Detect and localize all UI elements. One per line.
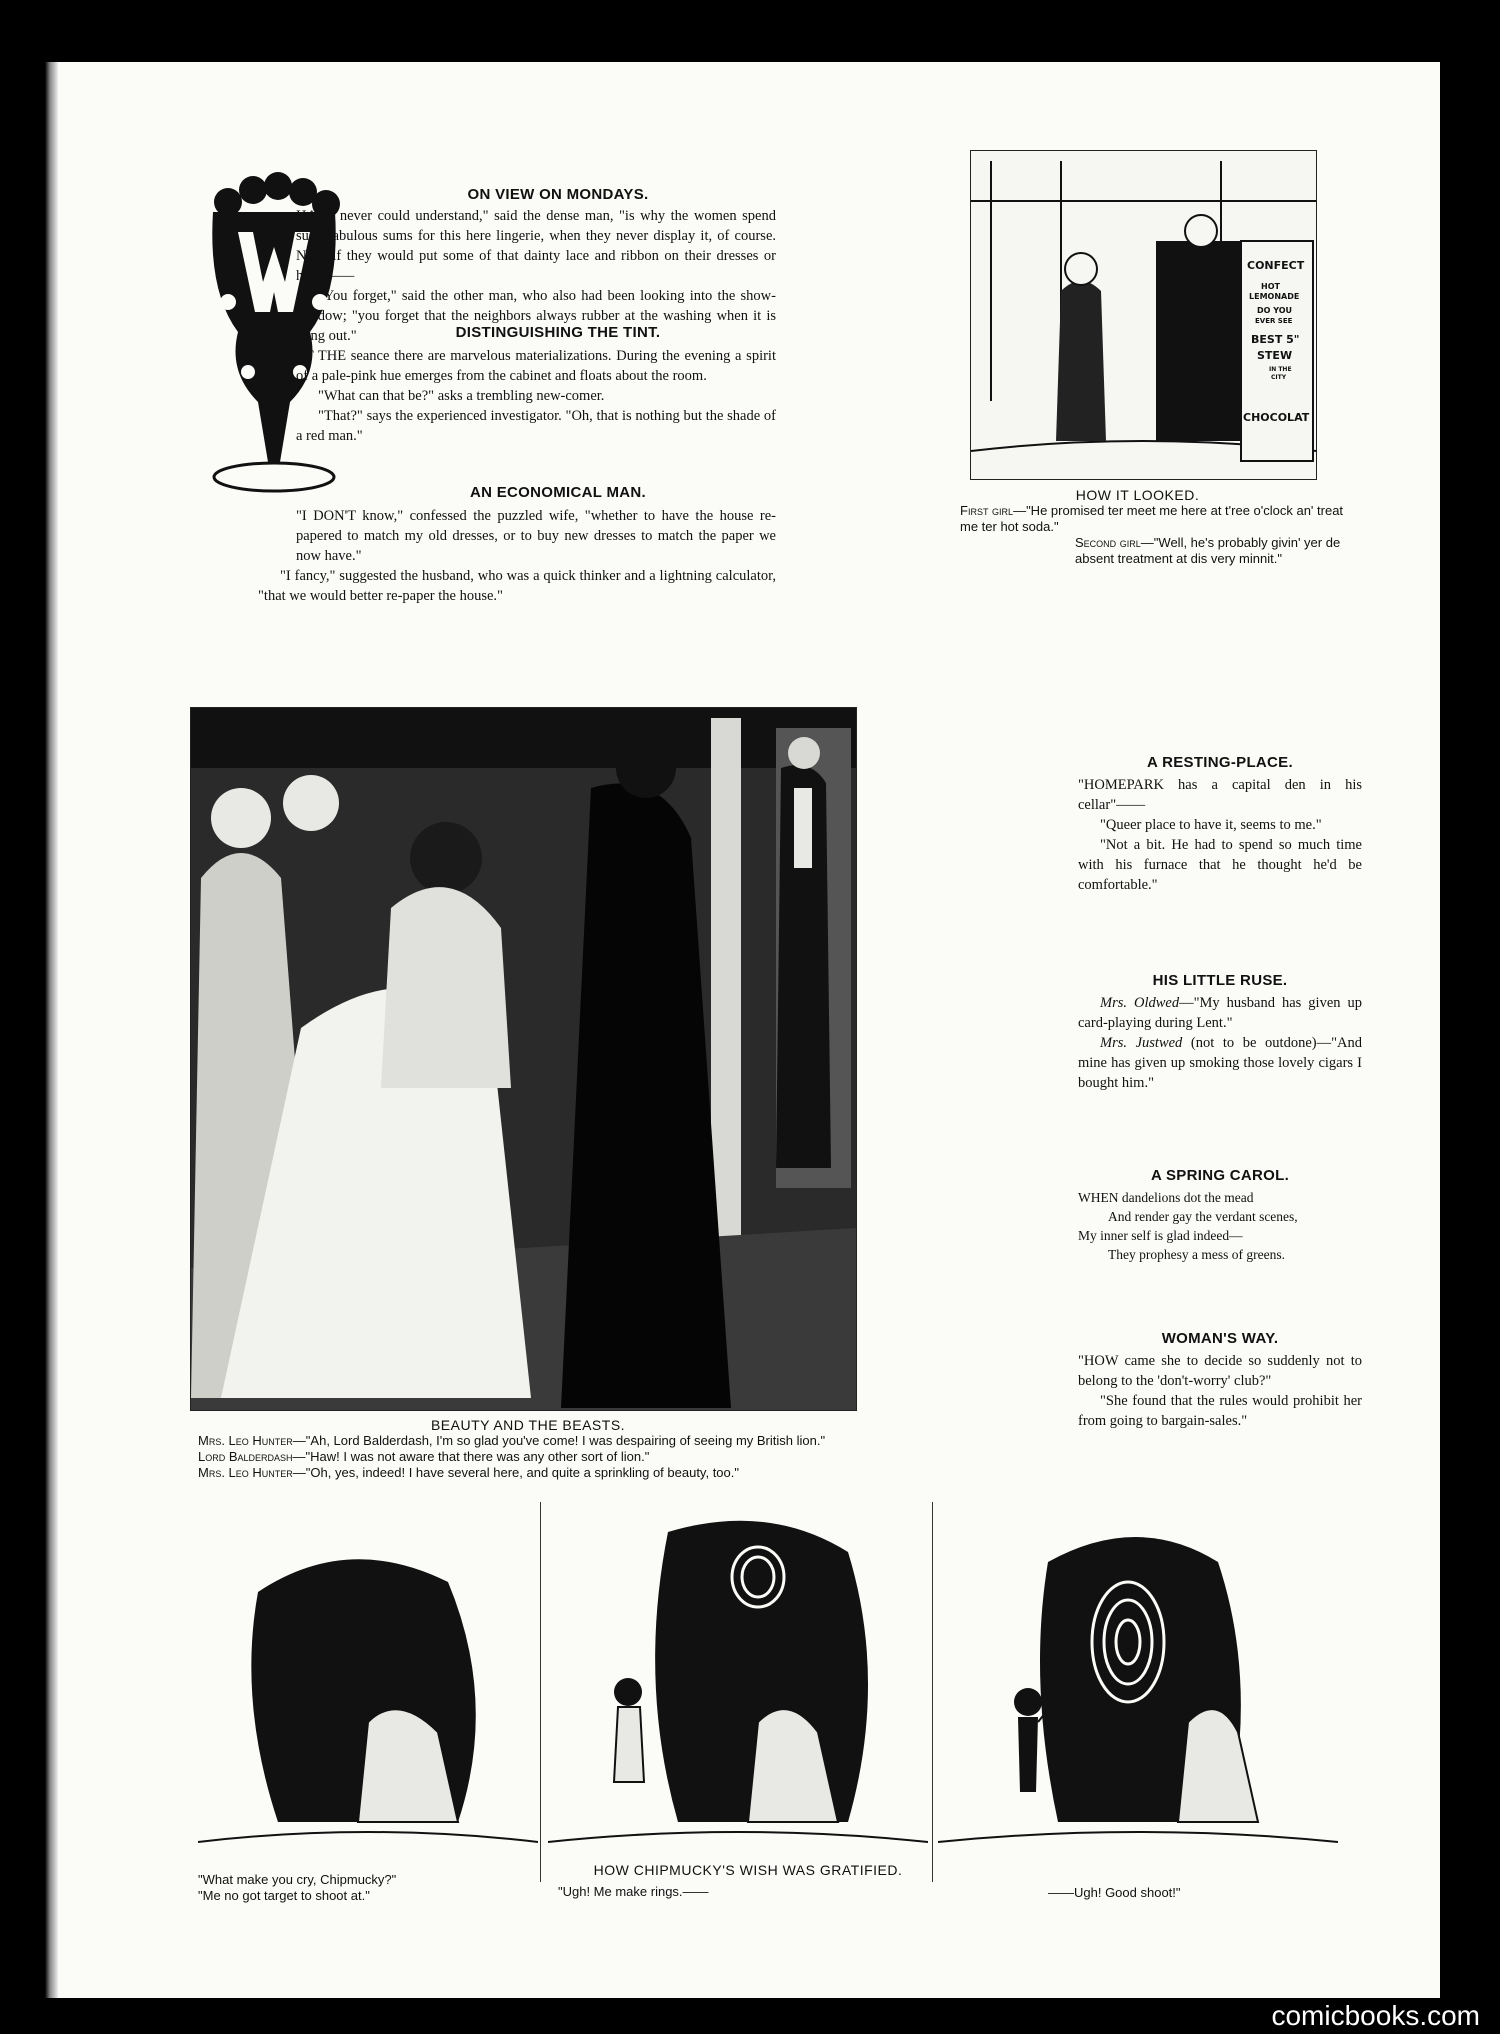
sign-line-2: HOT	[1261, 282, 1280, 291]
chipmucky-panel-2	[548, 1502, 928, 1862]
article-little-ruse	[1078, 972, 1362, 1093]
economical-para-1: "I DON'T know," confessed the puzzled wife, "whether to have the house re-papered to match my old dresses, or to buy new dresses to match the paper we now have."	[296, 508, 776, 564]
heading-womans-way: WOMAN'S WAY.	[1161, 1330, 1279, 1347]
on-view-para-1: HAT I never could understand," said the dense man, "is why the women spend such fabulous sums for this here lingerie, when they never display it, of course. Now, if they would put some of that dainty lace and ribbon on their dresses or hats"——	[296, 208, 776, 284]
illustration-beauty-and-beasts	[190, 707, 857, 1411]
heading-resting-place: A RESTING-PLACE.	[1147, 754, 1293, 771]
sign-line-9: CITY	[1271, 374, 1287, 381]
womans-para-2: "She found that the rules would prohibit her from going to bargain-sales."	[1078, 1393, 1362, 1429]
resting-para-3: "Not a bit. He had to spend so much time with his furnace that he thought he'd be comfortable."	[1078, 837, 1362, 893]
chipmucky-panel-3	[938, 1502, 1338, 1862]
resting-para-1: "HOMEPARK has a capital den in his cellar"——	[1078, 777, 1362, 813]
caption-title-how-it-looked: HOW IT LOOKED.	[1075, 487, 1200, 503]
speaker-mrs-leo-hunter-2: Mrs. Leo Hunter	[198, 1465, 293, 1480]
line-beauty-2: —"Haw! I was not aware that there was any other sort of lion."	[292, 1449, 650, 1464]
chipmucky-caption-main	[528, 1862, 968, 1900]
resting-para-2: "Queer place to have it, seems to me."	[1100, 817, 1322, 833]
line-beauty-3: —"Oh, yes, indeed! I have several here, and quite a sprinkling of beauty, too."	[292, 1465, 739, 1480]
tint-body	[296, 346, 776, 446]
article-tint	[358, 324, 758, 341]
line-beauty-1: —"Ah, Lord Balderdash, I'm so glad you've come! I was despairing of seeing my British lion."	[292, 1433, 826, 1448]
on-view-para-2: "You forget," said the other man, who also had been looking into the show-window; "you forget that the neighbors always rubber at the washing when it is hung out."	[296, 288, 776, 344]
article-on-view	[358, 186, 758, 203]
heading-on-view: ON VIEW ON MONDAYS.	[467, 186, 649, 203]
carol-line-3: My inner self is glad indeed—	[1078, 1228, 1243, 1243]
caption-title-beauty: BEAUTY AND THE BEASTS.	[430, 1417, 626, 1433]
book-binding	[0, 62, 58, 1998]
economical-para-2: "I fancy," suggested the husband, who was a quick thinker and a lightning calculator, "that we would better re-paper the house."	[258, 568, 776, 604]
womans-para-1: "HOW came she to decide so suddenly not to belong to the 'don't-worry' club?"	[1078, 1353, 1362, 1389]
speaker-mrs-oldwed: Mrs. Oldwed	[1100, 995, 1180, 1011]
chipmucky-title: HOW CHIPMUCKY'S WISH WAS GRATIFIED.	[593, 1862, 903, 1878]
speaker-first-girl: First girl	[960, 503, 1014, 518]
sign-line-6: BEST 5"	[1251, 333, 1300, 346]
ruse-para-2: (not to be outdone)—"And mine has given up smoking those lovely cigars I bought him."	[1078, 1035, 1362, 1091]
article-womans-way	[1078, 1330, 1362, 1431]
chipmucky-line-1a: "What make you cry, Chipmucky?"	[198, 1872, 397, 1887]
line-first-girl: —"He promised ter meet me here at t'ree o'clock an' treat me ter hot soda."	[960, 503, 1344, 534]
heading-spring-carol: A SPRING CAROL.	[1150, 1167, 1290, 1184]
speaker-second-girl: Second girl	[1075, 535, 1141, 550]
sign-line-5: EVER SEE	[1255, 317, 1293, 325]
economical-body	[258, 506, 776, 606]
sign-line-1: CONFECT	[1247, 259, 1305, 272]
tint-para-1: AT THE seance there are marvelous materializations. During the evening a spirit of a pale-pink hue emerges from the cabinet and floats about the room.	[296, 348, 776, 384]
chipmucky-caption-1	[198, 1872, 528, 1904]
chipmucky-line-2: "Ugh! Me make rings.——	[558, 1884, 709, 1899]
article-resting-place	[1078, 754, 1362, 895]
sign-line-8: IN THE	[1269, 366, 1292, 373]
line-second-girl: —"Well, he's probably givin' yer de absent treatment at dis very minnit."	[1075, 535, 1341, 566]
speaker-lord-balderdash: Lord Balderdash	[198, 1449, 293, 1464]
heading-tint: DISTINGUISHING THE TINT.	[455, 324, 661, 341]
sign-line-10: CHOCOLAT	[1243, 411, 1310, 424]
sign-line-4: DO YOU	[1257, 306, 1293, 315]
carol-line-1: WHEN dandelions dot the mead	[1078, 1190, 1254, 1205]
chipmucky-caption-3	[1048, 1885, 1308, 1901]
tint-para-3: "That?" says the experienced investigator. "Oh, that is nothing but the shade of a red man."	[296, 408, 776, 444]
caption-beauty	[198, 1417, 858, 1481]
heading-economical: AN ECONOMICAL MAN.	[470, 484, 646, 501]
chipmucky-line-1b: "Me no got target to shoot at."	[198, 1888, 370, 1903]
chipmucky-line-3: ——Ugh! Good shoot!"	[1048, 1885, 1181, 1900]
tint-para-2: "What can that be?" asks a trembling new-comer.	[318, 388, 605, 404]
speaker-mrs-leo-hunter-1: Mrs. Leo Hunter	[198, 1433, 293, 1448]
article-economical	[358, 484, 758, 501]
carol-line-2: And render gay the verdant scenes,	[1108, 1209, 1298, 1224]
panel-divider-2	[932, 1502, 933, 1882]
carol-line-4: They prophesy a mess of greens.	[1108, 1247, 1285, 1262]
sign-line-7: STEW	[1257, 349, 1293, 362]
site-watermark: comicbooks.com	[1271, 2000, 1480, 2031]
ruse-para-1: —"My husband has given up card-playing during Lent."	[1078, 995, 1362, 1031]
panel-divider-1	[540, 1502, 541, 1882]
speaker-mrs-justwed: Mrs. Justwed	[1100, 1035, 1183, 1051]
article-spring-carol	[1078, 1167, 1362, 1264]
heading-little-ruse: HIS LITTLE RUSE.	[1152, 972, 1288, 989]
caption-how-it-looked	[930, 487, 1345, 567]
chipmucky-panel-1	[198, 1502, 538, 1862]
illustration-how-it-looked	[970, 150, 1317, 480]
sign-line-3: LEMONADE	[1249, 292, 1300, 301]
magazine-page	[58, 62, 1440, 1998]
